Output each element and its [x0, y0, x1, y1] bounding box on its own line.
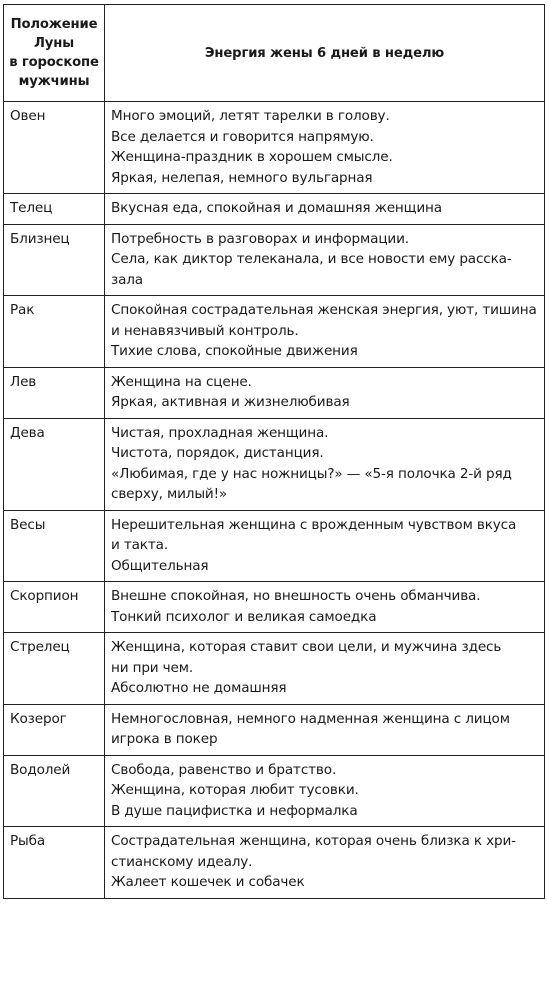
header-moon-position [4, 5, 105, 102]
energy-description-line: сверху, милый!» [111, 486, 228, 502]
energy-description-line: Чистая, прохладная женщина. [111, 424, 329, 441]
zodiac-sign-cell: Водолей [4, 755, 105, 827]
energy-description-cell [105, 510, 545, 582]
energy-description-line: Женщина, которая ставит свои цели, и мужчина здесь [111, 639, 502, 655]
energy-description-line: Женщина, которая любит тусовки. [111, 782, 359, 798]
energy-description-line: Вкусная еда, спокойная и домашняя женщина [111, 200, 442, 216]
table-row [4, 102, 545, 194]
zodiac-sign-cell: Дева [4, 418, 105, 510]
header-moon-position-line: в гороскопе [9, 55, 99, 70]
table-header [4, 5, 545, 102]
energy-description-cell [105, 704, 545, 755]
table-row [4, 367, 545, 418]
table-row [4, 633, 545, 705]
zodiac-sign-cell: Рак [4, 296, 105, 368]
energy-description-line: Свобода, равенство и братство. [111, 761, 337, 778]
energy-description-line: Тихие слова, спокойные движения [111, 343, 358, 359]
energy-description-line: и такта. [111, 537, 168, 553]
zodiac-sign-cell: Скорпион [4, 582, 105, 633]
energy-description-line: Чистота, порядок, дистанция. [111, 445, 324, 461]
energy-description-line: Сострадательная женщина, которая очень близка к хри- [111, 833, 516, 849]
energy-description-cell [105, 418, 545, 510]
energy-description-cell [105, 367, 545, 418]
zodiac-sign-cell: Весы [4, 510, 105, 582]
table-row [4, 582, 545, 633]
header-moon-position-line: Луны [34, 36, 74, 51]
moon-wife-energy-table [3, 4, 545, 899]
energy-description-cell [105, 582, 545, 633]
energy-description-line: Нерешительная женщина с врожденным чувством вкуса [111, 516, 517, 533]
zodiac-sign-cell: Стрелец [4, 633, 105, 705]
energy-description-line: Яркая, активная и жизнелюбивая [111, 394, 350, 410]
energy-description-line: Все делается и говорится напрямую. [111, 128, 374, 145]
header-wife-energy: Энергия жены 6 дней в неделю [105, 5, 545, 102]
table-row [4, 224, 545, 296]
energy-description-cell [105, 827, 545, 899]
energy-description-line: стианскому идеалу. [111, 853, 253, 870]
energy-description-cell [105, 755, 545, 827]
energy-description-cell [105, 296, 545, 368]
table-row [4, 194, 545, 225]
header-row [4, 5, 545, 102]
energy-description-cell [105, 633, 545, 705]
table-row [4, 510, 545, 582]
table-body [4, 102, 545, 899]
table-row [4, 418, 545, 510]
energy-description-line: зала [111, 271, 143, 288]
energy-description-line: Потребность в разговорах и информации. [111, 230, 409, 247]
energy-description-line: Села, как диктор телеканала, и все новости ему расска- [111, 251, 512, 267]
energy-description-line: и ненавязчивый контроль. [111, 322, 299, 339]
energy-description-cell [105, 224, 545, 296]
energy-description-line: Женщина-праздник в хорошем смысле. [111, 149, 393, 165]
energy-description-cell [105, 102, 545, 194]
energy-description-line: игрока в покер [111, 731, 218, 747]
header-moon-position-line: мужчины [18, 74, 90, 89]
energy-description-line: Абсолютно не домашняя [111, 680, 287, 696]
moon-wife-energy-table-container [3, 4, 544, 899]
table-row [4, 827, 545, 899]
energy-description-line: ни при чем. [111, 659, 194, 676]
table-row [4, 296, 545, 368]
energy-description-line: Женщина на сцене. [111, 373, 252, 390]
energy-description-line: Жалеет кошечек и собачек [111, 874, 305, 890]
header-moon-position-line: Положение [10, 17, 98, 32]
energy-description-line: «Любимая, где у нас ножницы?» — «5-я полочка 2-й ряд [111, 465, 512, 482]
zodiac-sign-cell: Козерог [4, 704, 105, 755]
energy-description-line: Много эмоций, летят тарелки в голову. [111, 108, 390, 124]
table-row [4, 755, 545, 827]
zodiac-sign-cell: Телец [4, 194, 105, 225]
energy-description-cell [105, 194, 545, 225]
table-row [4, 704, 545, 755]
energy-description-line: Немногословная, немного надменная женщина с лицом [111, 710, 510, 727]
zodiac-sign-cell: Рыба [4, 827, 105, 899]
zodiac-sign-cell: Овен [4, 102, 105, 194]
energy-description-line: Тонкий психолог и великая самоедка [111, 608, 377, 625]
zodiac-sign-cell: Лев [4, 367, 105, 418]
energy-description-line: Спокойная сострадательная женская энергия, уют, тишина [111, 302, 537, 318]
energy-description-line: Общительная [111, 557, 209, 574]
energy-description-line: Внешне спокойная, но внешность очень обманчива. [111, 588, 481, 604]
energy-description-line: В душе пацифистка и неформалка [111, 802, 358, 819]
zodiac-sign-cell: Близнец [4, 224, 105, 296]
energy-description-line: Яркая, нелепая, немного вульгарная [111, 169, 373, 186]
